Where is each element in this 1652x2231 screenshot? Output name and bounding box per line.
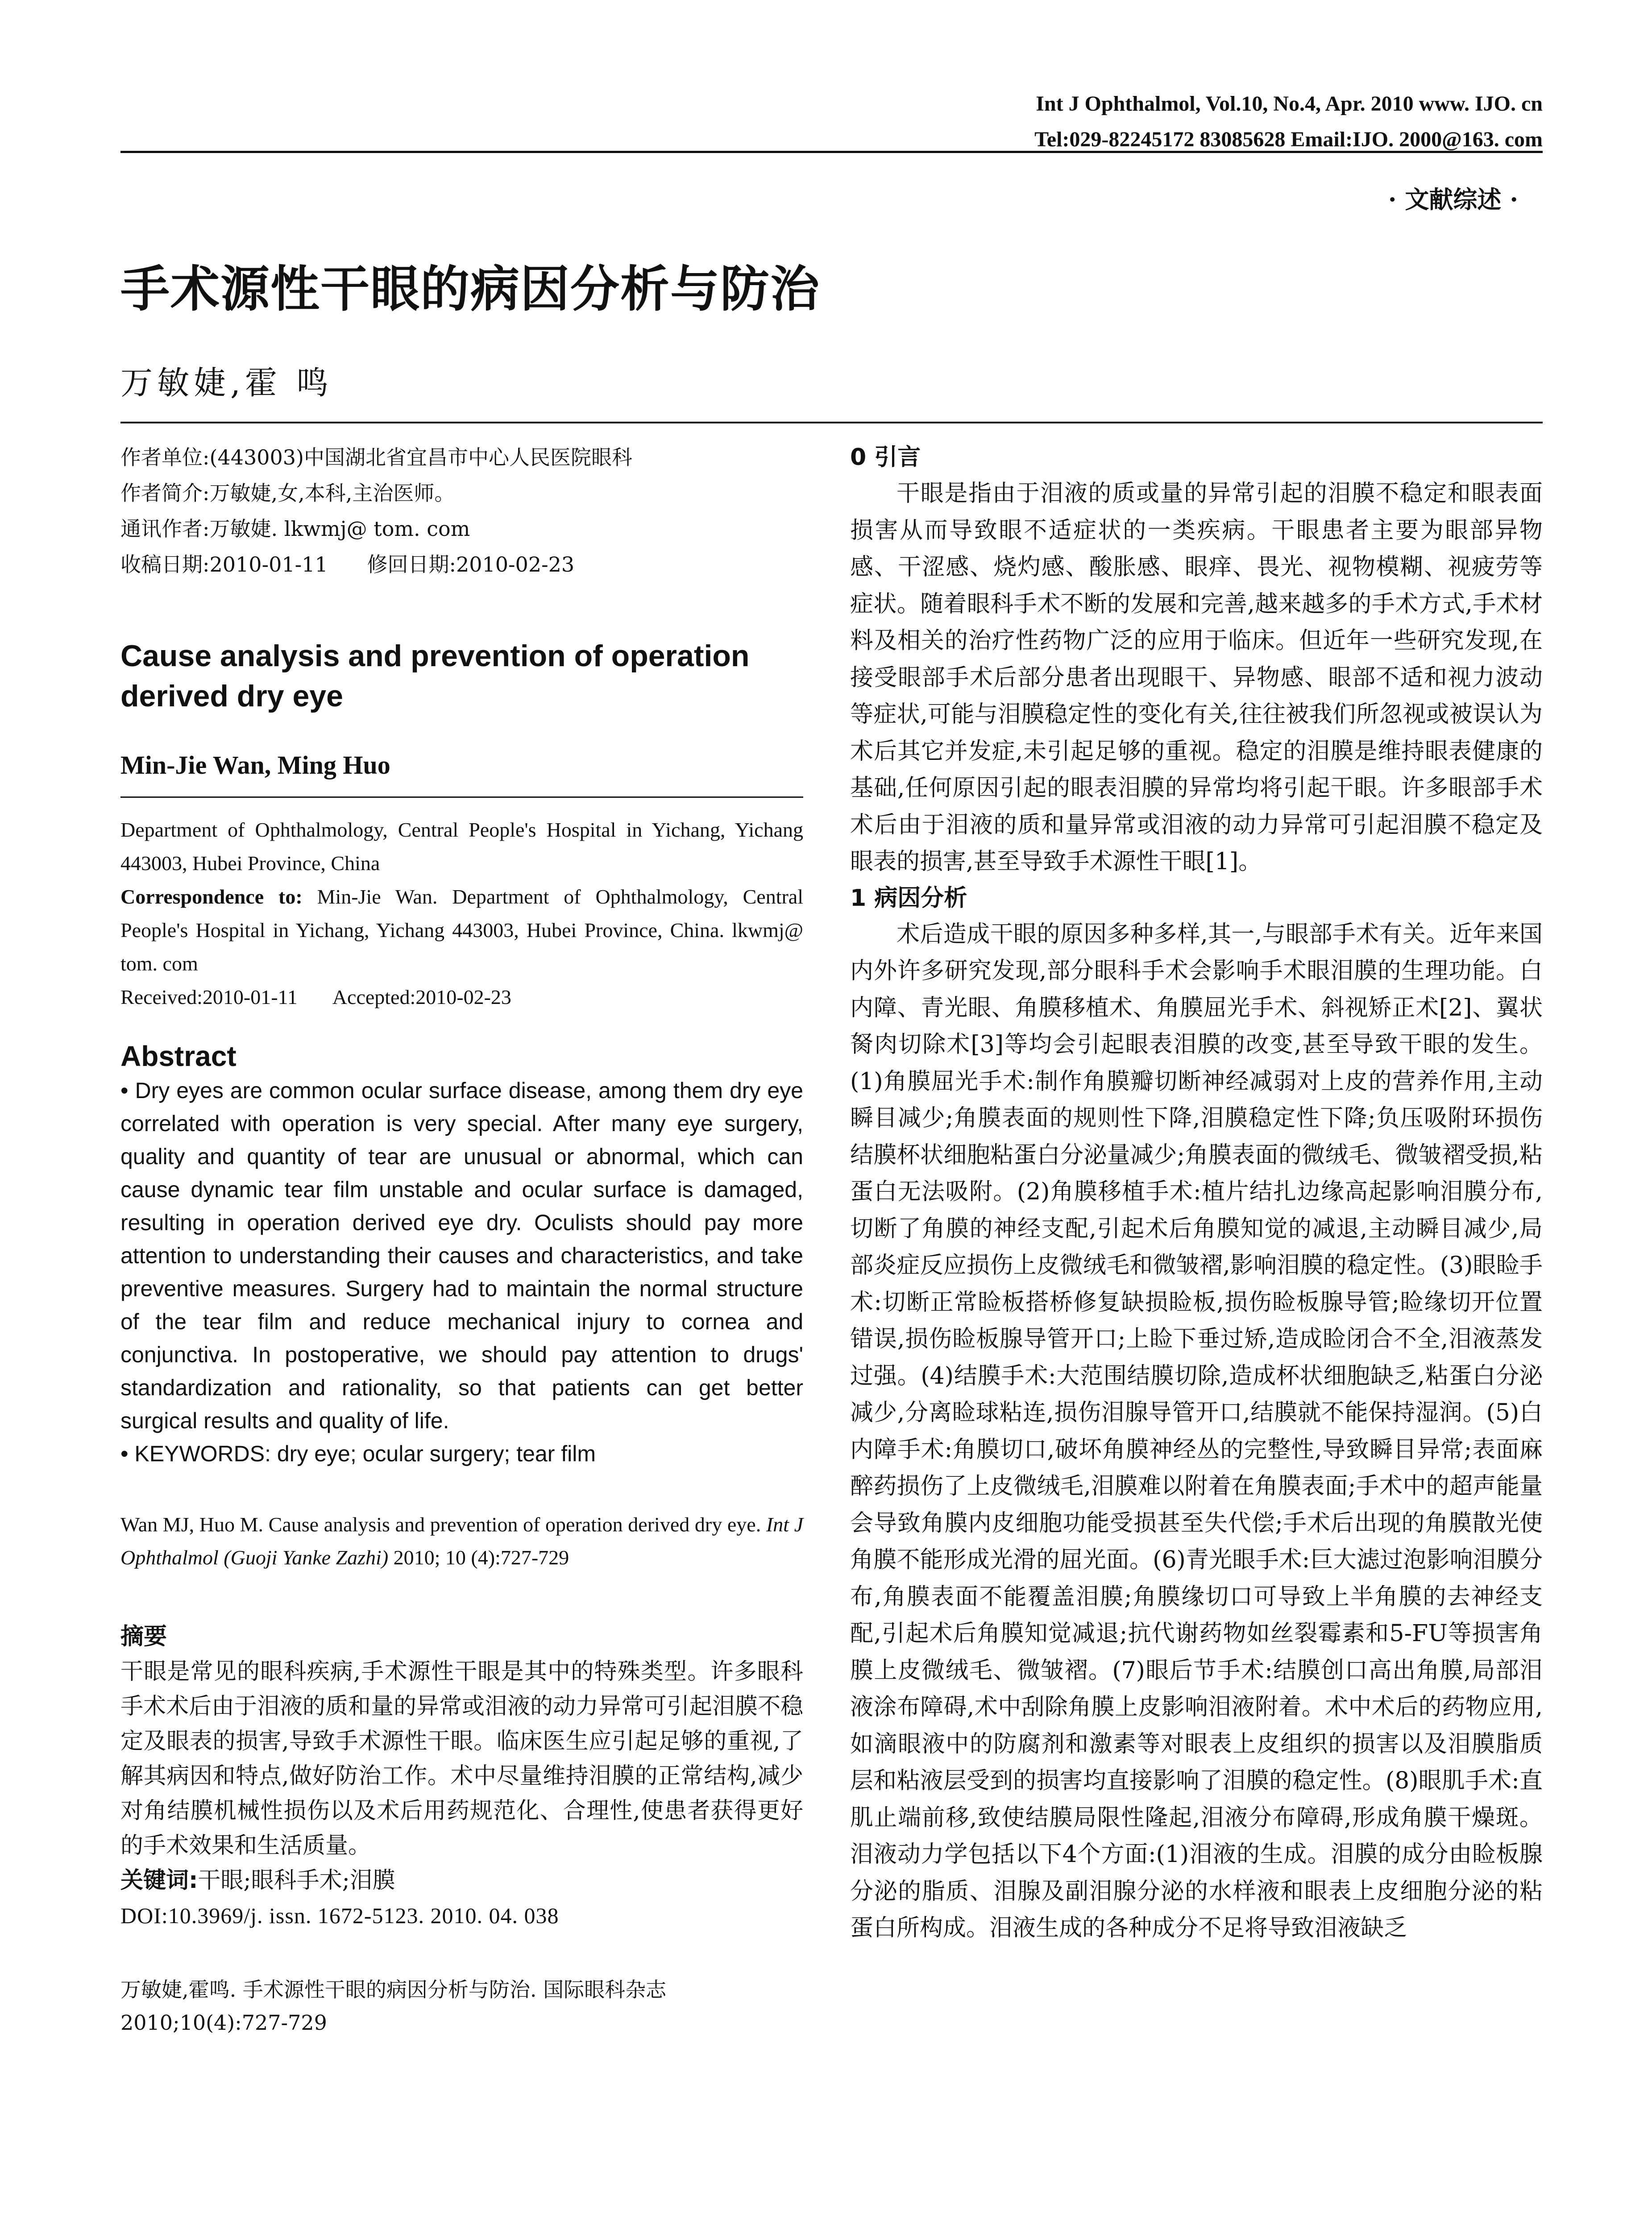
citation-tail: 2010; 10 (4):727-729 — [393, 1546, 569, 1569]
abstract-text: • Dry eyes are common ocular surface disease, among them dry eye correlated with operation is very special. After many eye surgery, quality and quantity of tear are unusual or abnormal, which can cause dynamic tear film unstable and ocular surface is damaged, resulting in operation derived eye dry. Oculists should pay more attention to understanding their causes and characteristics, and take preventive measures. Surgery had to maintain the normal structure of the tear film and reduce mechanical injury to cornea and conjunctiva. In postoperative, we should pay attention to drugs' standardization and rationality, so that patients can get better surgical results and quality of life. — [120, 1078, 803, 1433]
title-rule — [120, 422, 1543, 423]
chinese-keywords — [120, 1863, 803, 1898]
section-0-body — [850, 475, 1543, 880]
english-title: Cause analysis and prevention of operation derived dry eye — [120, 639, 750, 713]
section-1-heading: 1 病因分析 — [850, 884, 967, 912]
section-tag: · 文献综述 · — [1388, 185, 1518, 214]
section-1-body — [850, 916, 1543, 1947]
left-column — [120, 440, 803, 2039]
english-authors-rule — [120, 796, 803, 798]
received-dates: 收稿日期:2010-01-11 修回日期:2010-02-23 — [120, 552, 575, 576]
author-bio: 作者简介:万敏婕,女,本科,主治医师。 — [120, 481, 455, 505]
chinese-abstract-heading: 摘要 — [120, 1623, 167, 1650]
article-authors: 万敏婕,霍 鸣 — [120, 364, 333, 402]
correspondence — [120, 880, 803, 980]
author-unit: 作者单位:(443003)中国湖北省宜昌市中心人民医院眼科 — [120, 445, 632, 469]
chinese-citation: 万敏婕,霍鸣. 手术源性干眼的病因分析与防治. 国际眼科杂志 2010;10(4):727-729 — [120, 1978, 667, 2035]
article-title: 手术源性干眼的病因分析与防治 — [120, 261, 820, 318]
citation-journal: Int J Ophthalmol (Guoji Yanke Zazhi) — [120, 1513, 804, 1569]
chinese-keywords-text: 干眼;眼科手术;泪膜 — [198, 1867, 395, 1894]
english-citation — [120, 1508, 803, 1574]
header-rule — [120, 151, 1543, 153]
correspondence-label: Correspondence to: — [120, 885, 303, 908]
section-1-paragraph: 术后造成干眼的原因多种多样,其一,与眼部手术有关。近年来国内外许多研究发现,部分眼科手术会影响手术眼泪膜的生理功能。白内障、青光眼、角膜移植术、角膜屈光手术、斜视矫正术[2]、翼状胬肉切除术[3]等均会引起眼表泪膜的改变,甚至导致干眼的发生。(1)角膜屈光手术:制作角膜瓣切断神经减弱对上皮的营养作用,主动瞬目减少;角膜表面的规则性下降,泪膜稳定性下降;负压吸附环损伤结膜杯状细胞粘蛋白分泌量减少;角膜表面的微绒毛、微皱褶受损,粘蛋白无法吸附。(2)角膜移植手术:植片结扎边缘高起影响泪膜分布,切断了角膜的神经支配,引起术后角膜知觉的减退,主动瞬目减少,局部炎症反应损伤上皮微绒毛和微皱褶,影响泪膜的稳定性。(3)眼睑手术:切断正常睑板搭桥修复缺损睑板,损伤睑板腺导管;睑缘切开位置错误,损伤睑板腺导管开口;上睑下垂过矫,造成睑闭合不全,泪液蒸发过强。(4)结膜手术:大范围结膜切除,造成杯状细胞缺乏,粘蛋白分泌减少,分离睑球粘连,损伤泪腺导管开口,结膜就不能保持湿润。(5)白内障手术:角膜切口,破坏角膜神经丛的完整性,导致瞬目异常;表面麻醉药损伤了上皮微绒毛,泪膜难以附着在角膜表面;手术中的超声能量会导致角膜内皮细胞功能受损甚至失代偿;手术后出现的角膜散光使角膜不能形成光滑的屈光面。(6)青光眼手术:巨大滤过泡影响泪膜分布,角膜表面不能覆盖泪膜;角膜缘切口可导致上半角膜的去神经支配,引起术后角膜知觉减退;抗代谢药物如丝裂霉素和5-FU等损害角膜上皮微绒毛、微皱褶。(7)眼后节手术:结膜创口高出角膜,局部泪液涂布障碍,术中刮除角膜上皮影响泪液附着。术中术后的药物应用,如滴眼液中的防腐剂和激素等对眼表上皮组织的损害以及泪膜脂质层和粘液层受到的损害均直接影响了泪膜的稳定性。(8)眼肌手术:直肌止端前移,致使结膜局限性隆起,泪液分布障碍,形成角膜干燥斑。泪液动力学包括以下4个方面:(1)泪液的生成。泪膜的成分由睑板腺分泌的脂质、泪腺及副泪腺分泌的水样液和眼表上皮细胞分泌的粘蛋白所构成。泪液生成的各种成分不足将导致泪液缺乏 — [850, 921, 1543, 1941]
journal-contact-line: Tel:029-82245172 83085628 Email:IJO. 2000@163. com — [1034, 128, 1543, 151]
section-0-paragraph: 干眼是指由于泪液的质或量的异常引起的泪膜不稳定和眼表面损害从而导致眼不适症状的一类疾病。干眼患者主要为眼部异物感、干涩感、烧灼感、酸胀感、眼痒、畏光、视物模糊、视疲劳等症状。随着眼科手术不断的发展和完善,越来越多的手术方式,手术材料及相关的治疗性药物广泛的应用于临床。但近年一些研究发现,在接受眼部手术后部分患者出现眼干、异物感、眼部不适和视力波动等症状,可能与泪膜稳定性的变化有关,往往被我们所忽视或被误认为术后其它并发症,未引起足够的重视。稳定的泪膜是维持眼表健康的基础,任何原因引起的眼表泪膜的异常均将引起干眼。许多眼部手术术后由于泪液的质和量异常或泪液的动力异常可引起泪膜不稳定及眼表的损害,甚至导致手术源性干眼[1]。 — [850, 480, 1543, 875]
affiliation: Department of Ophthalmology, Central People's Hospital in Yichang, Yichang 443003, Hubei Province, China — [120, 818, 803, 875]
english-authors: Min-Jie Wan, Ming Huo — [120, 751, 390, 780]
doi: DOI:10.3969/j. issn. 1672-5123. 2010. 04. 038 — [120, 1903, 559, 1928]
right-column — [850, 440, 1543, 1947]
journal-header-line: Int J Ophthalmol, Vol.10, No.4, Apr. 2010 www. IJO. cn — [1036, 92, 1543, 116]
chinese-keywords-label: 关键词: — [120, 1867, 198, 1894]
citation-main: Wan MJ, Huo M. Cause analysis and prevention of operation derived dry eye. — [120, 1513, 761, 1536]
chinese-abstract-text: 干眼是常见的眼科疾病,手术源性干眼是其中的特殊类型。许多眼科手术术后由于泪液的质和量的异常或泪液的动力异常可引起泪膜不稳定及眼表的损害,导致手术源性干眼。临床医生应引起足够的重视,了解其病因和特点,做好防治工作。术中尽量维持泪膜的正常结构,减少对角结膜机械性损伤以及术后用药规范化、合理性,使患者获得更好的手术效果和生活质量。 — [120, 1659, 804, 1859]
correspondence-text: Min-Jie Wan. Department of Ophthalmology, Central People's Hospital in Yichang, Yichang 443003, Hubei Province, China. lkwmj@ tom. com — [120, 885, 804, 975]
english-keywords: • KEYWORDS: dry eye; ocular surgery; tear film — [120, 1441, 596, 1466]
abstract-heading: Abstract — [120, 1040, 237, 1072]
section-0-heading: 0 引言 — [850, 444, 921, 471]
corresponding-author: 通讯作者:万敏婕. lkwmj@ tom. com — [120, 517, 470, 541]
received-accepted: Received:2010-01-11 Accepted:2010-02-23 — [120, 986, 511, 1008]
